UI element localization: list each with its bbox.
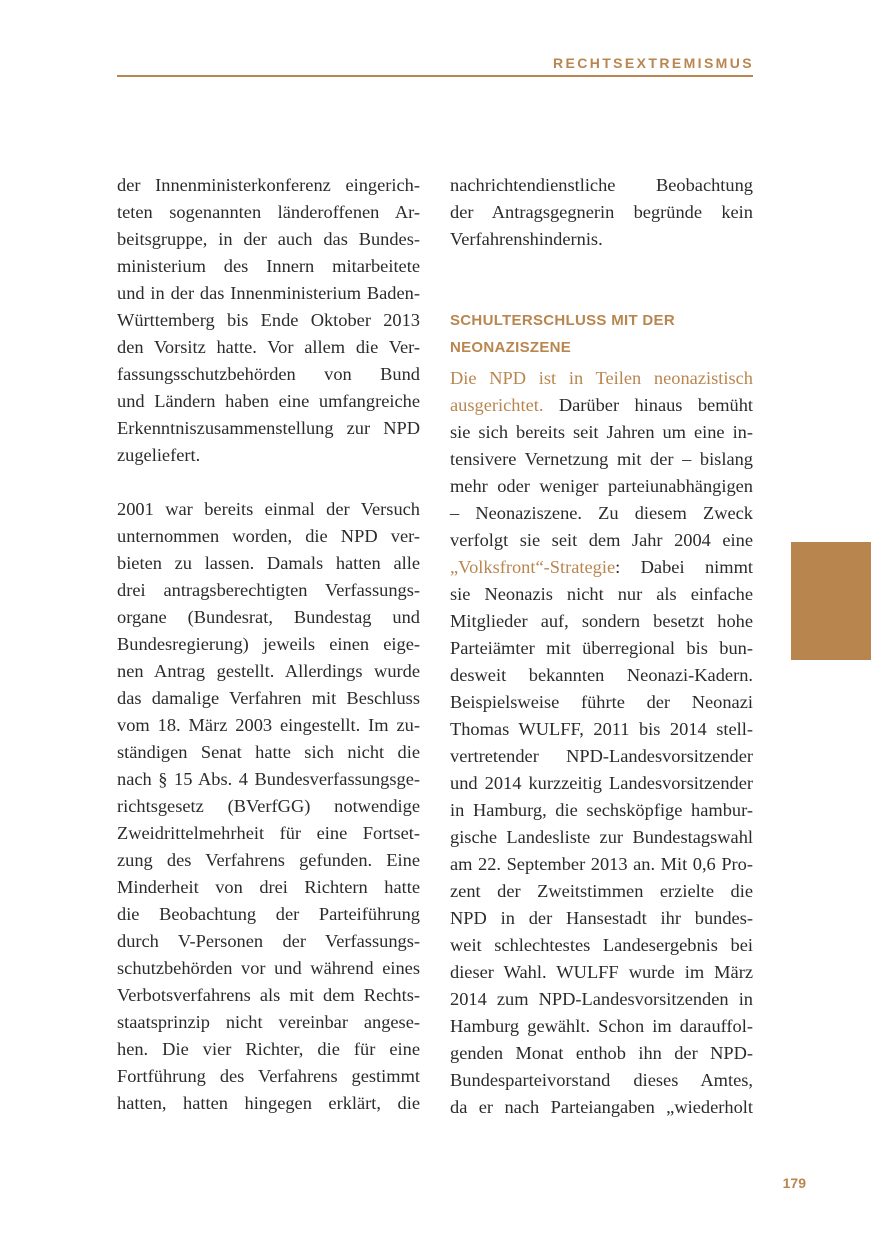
text-line: genden Monat enthob ihn der NPD-: [450, 1043, 753, 1063]
text-line: schutzbehörden vor und während eines: [117, 958, 420, 978]
text-line: – Neonaziszene. Zu diesem Zweck: [450, 503, 753, 523]
text-line: Hamburg gewählt. Schon im darauffol-: [450, 1016, 753, 1036]
text-line: Württemberg bis Ende Oktober 2013: [117, 310, 420, 330]
text-line: 2001 war bereits einmal der Versuch: [117, 499, 420, 519]
text-line: die Beobachtung der Parteiführung: [117, 904, 420, 924]
text-line: der Innenministerkonferenz eingerich-: [117, 175, 420, 195]
text-line: zung des Verfahrens gefunden. Eine: [117, 850, 420, 870]
text-line: [450, 554, 753, 581]
running-head: RECHTSEXTREMISMUS: [552, 55, 754, 71]
text-fragment: : Dabei nimmt: [615, 557, 753, 577]
text-line: hatten, hatten hingegen erklärt, die: [117, 1093, 420, 1113]
text-line: staatsprinzip nicht vereinbar angese-: [117, 1012, 420, 1032]
text-line: zugeliefert.: [117, 445, 201, 465]
header-rule: [117, 75, 753, 77]
text-line: Parteiämter mit überregional bis bun-: [450, 638, 753, 658]
text-line: den Vorsitz hatte. Vor allem die Ver-: [117, 337, 420, 357]
text-line: teten sogenannten länderoffenen Ar-: [117, 202, 420, 222]
text-line: Beispielsweise führte der Neonazi: [450, 692, 753, 712]
text-line: Bundesparteivorstand dieses Amtes,: [450, 1070, 753, 1090]
text-line: ministerium des Innern mitarbeitete: [117, 256, 420, 276]
text-line: sie sich bereits seit Jahren um eine in-: [450, 422, 753, 442]
volksfront-accent-text: „Volksfront“-Strategie: [450, 557, 616, 577]
text-line: in Hamburg, die sechsköpfige hambur-: [450, 800, 753, 820]
paragraph: [450, 172, 753, 253]
text-line: 2014 zum NPD-Landesvorsitzenden in: [450, 989, 753, 1009]
text-line: Bundesregierung) jeweils einen eige-: [117, 634, 420, 654]
text-line: Zweidrittelmehrheit für eine Fortset-: [117, 823, 420, 843]
text-line: sie Neonazis nicht nur als einfache: [450, 584, 753, 604]
text-line: vertretender NPD-Landesvorsitzender: [450, 746, 753, 766]
text-line: bieten zu lassen. Damals hatten alle: [117, 553, 420, 573]
text-line: tensivere Vernetzung mit der – bislang: [450, 449, 753, 469]
text-line: am 22. September 2013 an. Mit 0,6 Pro-: [450, 854, 753, 874]
section-heading-line: SCHULTERSCHLUSS MIT DER: [450, 312, 675, 329]
text-line: beitsgruppe, in der auch das Bundes-: [117, 229, 420, 249]
text-line: zent der Zweitstimmen erzielte die: [450, 881, 753, 901]
text-line: NPD in der Hansestadt ihr bundes-: [450, 908, 753, 928]
text-line: weit schlechtestes Landesergebnis bei: [450, 935, 753, 955]
text-line: Verbotsverfahrens als mit dem Rechts-: [117, 985, 420, 1005]
text-line: vom 18. März 2003 eingestellt. Im zu-: [117, 715, 420, 735]
text-line: hen. Die vier Richter, die für eine: [117, 1039, 420, 1059]
paragraph: [117, 172, 420, 469]
text-line: Erkenntniszusammenstellung zur NPD: [117, 418, 420, 438]
chapter-side-tab: [791, 542, 871, 660]
text-line: Verfahrenshindernis.: [450, 229, 603, 249]
text-line: desweit bekannten Neonazi-Kadern.: [450, 665, 753, 685]
text-line: [450, 392, 753, 419]
paragraph: [450, 365, 753, 1121]
text-line: ständigen Senat hatte sich nicht die: [117, 742, 420, 762]
text-line: durch V-Personen der Verfassungs-: [117, 931, 420, 951]
right-column: [450, 172, 753, 1121]
text-line: dieser Wahl. WULFF wurde im März: [450, 962, 753, 982]
lead-text-line: Die NPD ist in Teilen neonazistisch: [450, 368, 753, 388]
text-line: verfolgt sie seit dem Jahr 2004 eine: [450, 530, 753, 550]
page-number: 179: [782, 1175, 806, 1191]
left-column: [117, 172, 420, 1117]
text-line: gische Landesliste zur Bundestagswahl: [450, 827, 753, 847]
text-line: Minderheit von drei Richtern hatte: [117, 877, 420, 897]
text-line: da er nach Parteiangaben „wiederholt: [450, 1097, 753, 1117]
text-line: drei antragsberechtigten Verfassungs-: [117, 580, 420, 600]
text-line: organe (Bundesrat, Bundestag und: [117, 607, 420, 627]
text-line: das damalige Verfahren mit Beschluss: [117, 688, 420, 708]
text-line: Fortführung des Verfahrens gestimmt: [117, 1066, 420, 1086]
text-line: nach § 15 Abs. 4 Bundesverfassungsge-: [117, 769, 420, 789]
text-line: und Ländern haben eine umfangreiche: [117, 391, 420, 411]
lead-accent-text: ausgerichtet.: [450, 395, 544, 415]
text-fragment: Darüber hinaus bemüht: [543, 395, 753, 415]
text-line: Thomas WULFF, 2011 bis 2014 stell-: [450, 719, 753, 739]
text-line: Mitglieder auf, sondern besetzt hohe: [450, 611, 753, 631]
paragraph: [117, 496, 420, 1117]
section-heading-line: NEONAZISZENE: [450, 339, 572, 356]
text-line: richtsgesetz (BVerfGG) notwendige: [117, 796, 420, 816]
text-line: der Antragsgegnerin begründe kein: [450, 202, 753, 222]
text-line: nachrichtendienstliche Beobachtung: [450, 175, 753, 195]
text-line: nen Antrag gestellt. Allerdings wurde: [117, 661, 420, 681]
text-line: und in der das Innenministerium Baden-: [117, 283, 420, 303]
section-heading: [450, 307, 753, 361]
text-line: mehr oder weniger parteiunabhängigen: [450, 476, 753, 496]
text-line: und 2014 kurzzeitig Landesvorsitzender: [450, 773, 753, 793]
text-line: fassungsschutzbehörden von Bund: [117, 364, 420, 384]
text-line: unternommen worden, die NPD ver-: [117, 526, 420, 546]
